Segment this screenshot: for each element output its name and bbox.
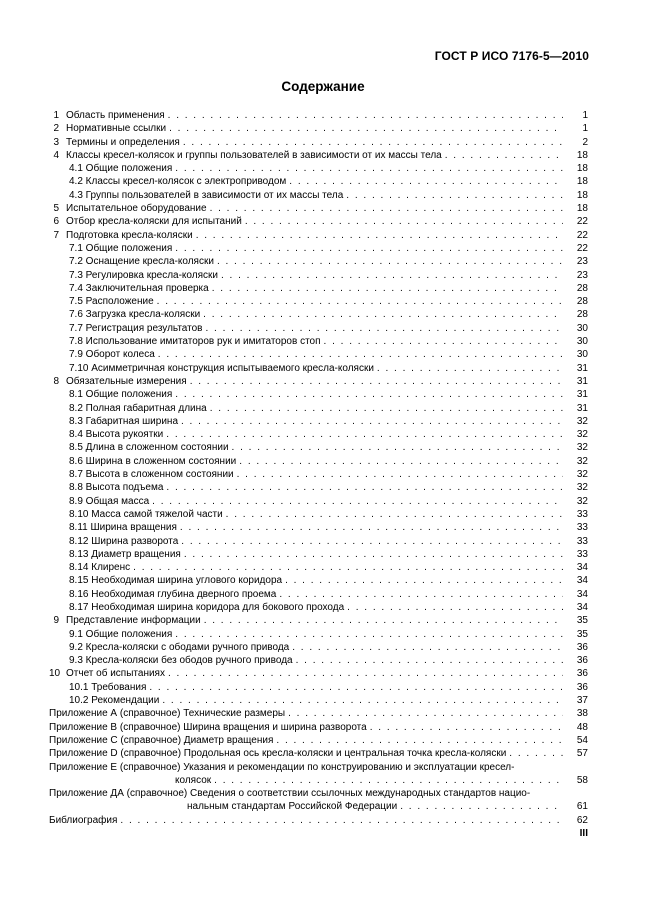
toc-entry-page: 28 bbox=[576, 296, 588, 308]
dot-leader bbox=[206, 322, 564, 335]
toc-entry-title: Отбор кресла-коляски для испытаний bbox=[66, 216, 242, 228]
toc-entry-title: Испытательное оборудование bbox=[66, 203, 207, 215]
dot-leader bbox=[288, 707, 563, 720]
dot-leader bbox=[226, 508, 563, 521]
toc-entry-title: Подготовка кресла-коляски bbox=[66, 229, 193, 241]
toc-entry-title: 10.2 Рекомендации bbox=[69, 695, 160, 707]
toc-entry-page: 31 bbox=[576, 402, 588, 414]
toc-entry[interactable] bbox=[49, 428, 588, 441]
toc-entry-title: 4.2 Классы кресел-колясок с электроприводом bbox=[69, 176, 287, 188]
toc-entry-page: 30 bbox=[576, 336, 588, 348]
toc-entry-title: 7.7 Регистрация результатов bbox=[69, 322, 203, 334]
toc-entry[interactable] bbox=[49, 814, 588, 827]
toc-entry-title: Приложение А (справочное) Технические размеры bbox=[49, 708, 286, 720]
toc-entry[interactable] bbox=[49, 295, 588, 308]
toc-entry-page: 23 bbox=[576, 269, 588, 281]
toc-entry-title: 7.3 Регулировка кресла-коляски bbox=[69, 269, 218, 281]
toc-entry[interactable] bbox=[49, 149, 588, 162]
toc-entry[interactable] bbox=[49, 468, 588, 481]
toc-entry-page: 34 bbox=[576, 562, 588, 574]
toc-entry-title: 8.6 Ширина в сложенном состоянии bbox=[69, 455, 237, 467]
toc-entry[interactable] bbox=[49, 348, 588, 361]
dot-leader bbox=[324, 335, 563, 348]
toc-entry[interactable] bbox=[49, 495, 588, 508]
toc-entry-title: Приложение D (справочное) Продольная ось кресла-коляски и центральная точка кресла-коляски bbox=[49, 748, 507, 760]
toc-entry-page: 34 bbox=[576, 601, 588, 613]
dot-leader bbox=[183, 136, 563, 149]
dot-leader bbox=[166, 428, 563, 441]
dot-leader bbox=[217, 255, 563, 268]
toc-entry-title: 4.1 Общие положения bbox=[69, 163, 173, 175]
toc-entry-title: 7.5 Расположение bbox=[69, 296, 154, 308]
dot-leader bbox=[279, 588, 563, 601]
toc-entry[interactable] bbox=[49, 747, 588, 760]
toc-entry-number: 8 bbox=[53, 375, 59, 387]
dot-leader bbox=[204, 614, 563, 627]
toc-entry[interactable] bbox=[49, 800, 588, 813]
toc-entry[interactable] bbox=[49, 269, 588, 282]
dot-leader bbox=[370, 721, 563, 734]
dot-leader bbox=[120, 814, 563, 827]
toc-entry-page: 36 bbox=[576, 655, 588, 667]
dot-leader bbox=[285, 574, 563, 587]
toc-entry-page: 31 bbox=[576, 362, 588, 374]
dot-leader bbox=[292, 641, 563, 654]
toc-entry[interactable] bbox=[49, 162, 588, 175]
toc-entry[interactable] bbox=[49, 175, 588, 188]
toc-entry-page: 1 bbox=[582, 110, 588, 121]
toc-entry[interactable] bbox=[49, 242, 588, 255]
toc-entry-page: 34 bbox=[576, 575, 588, 587]
toc-entry[interactable] bbox=[49, 282, 588, 295]
toc-entry-page: 28 bbox=[576, 282, 588, 294]
toc-entry-title: 8.10 Масса самой тяжелой части bbox=[69, 508, 223, 520]
toc-entry-title: 8.7 Высота в сложенном состоянии bbox=[69, 469, 234, 481]
toc-entry-title: 7.9 Оборот колеса bbox=[69, 349, 155, 361]
toc-entry-title: Библиография bbox=[49, 814, 118, 826]
toc-entry-page: 18 bbox=[576, 189, 588, 201]
toc-entry-number: 1 bbox=[53, 110, 59, 121]
toc-entry-number: 2 bbox=[53, 123, 59, 135]
dot-leader bbox=[158, 348, 563, 361]
toc-entry-title: 10.1 Требования bbox=[69, 681, 147, 693]
toc-entry-page: 18 bbox=[576, 176, 588, 188]
dot-leader bbox=[162, 694, 563, 707]
dot-leader bbox=[276, 734, 563, 747]
dot-leader bbox=[196, 229, 563, 242]
toc-entry-page: 28 bbox=[576, 309, 588, 321]
page-number: III bbox=[579, 828, 588, 839]
toc-entry-title: Нормативные ссылки bbox=[66, 123, 167, 135]
toc-entry-page: 38 bbox=[576, 708, 588, 720]
toc-entry[interactable] bbox=[49, 521, 588, 534]
toc-entry[interactable] bbox=[49, 122, 588, 135]
toc-entry-title: 9.3 Кресла-коляски без ободов ручного привода bbox=[69, 655, 293, 667]
dot-leader bbox=[347, 601, 563, 614]
toc-entry-page: 18 bbox=[576, 203, 588, 215]
toc-entry[interactable] bbox=[49, 415, 588, 428]
dot-leader bbox=[245, 215, 563, 228]
standard-header: ГОСТ Р ИСО 7176-5—2010 bbox=[434, 49, 589, 63]
dot-leader bbox=[212, 282, 563, 295]
toc-entry[interactable] bbox=[49, 561, 588, 574]
dot-leader bbox=[289, 175, 563, 188]
toc-entry[interactable] bbox=[49, 362, 588, 375]
toc-entry-page: 22 bbox=[576, 242, 588, 254]
toc-entry-title: 8.3 Габаритная ширина bbox=[69, 415, 178, 427]
dot-leader bbox=[168, 667, 563, 680]
toc-entry-title: 8.13 Диаметр вращения bbox=[69, 548, 181, 560]
toc-entry[interactable] bbox=[49, 215, 588, 228]
toc-entry[interactable] bbox=[49, 588, 588, 601]
dot-leader bbox=[175, 628, 563, 641]
dot-leader bbox=[210, 402, 563, 415]
dot-leader bbox=[210, 202, 563, 215]
toc-entry[interactable] bbox=[49, 734, 588, 747]
toc-entry-number: 10 bbox=[49, 668, 61, 680]
dot-leader bbox=[221, 269, 563, 282]
toc-entry-title: 7.2 Оснащение кресла-коляски bbox=[69, 256, 214, 268]
toc-entry[interactable] bbox=[49, 574, 588, 587]
toc-entry[interactable] bbox=[49, 535, 588, 548]
toc-entry[interactable] bbox=[49, 614, 588, 627]
toc-entry-page: 36 bbox=[576, 641, 588, 653]
toc-entry-page: 36 bbox=[576, 681, 588, 693]
dot-leader bbox=[377, 362, 563, 375]
dot-leader bbox=[346, 189, 563, 202]
toc-entry[interactable] bbox=[49, 601, 588, 614]
dot-leader bbox=[190, 375, 563, 388]
toc-entry[interactable] bbox=[49, 335, 588, 348]
toc-entry[interactable] bbox=[49, 628, 588, 641]
dot-leader bbox=[181, 535, 563, 548]
toc-entry-page: 22 bbox=[576, 229, 588, 241]
toc-entry[interactable] bbox=[49, 694, 588, 707]
toc-entry-title: 8.11 Ширина вращения bbox=[69, 522, 177, 534]
page-title: Содержание bbox=[281, 79, 365, 94]
toc-entry-page: 34 bbox=[576, 588, 588, 600]
toc-entry-title: Приложение С (справочное) Диаметр вращения bbox=[49, 734, 274, 746]
dot-leader bbox=[149, 681, 563, 694]
toc-entry-title: 7.4 Заключительная проверка bbox=[69, 282, 209, 294]
toc-entry-page: 54 bbox=[576, 734, 588, 746]
dot-leader bbox=[180, 521, 563, 534]
toc-entry-title: 8.16 Необходимая глубина дверного проема bbox=[69, 588, 277, 600]
toc-entry[interactable] bbox=[49, 255, 588, 268]
dot-leader bbox=[214, 774, 563, 787]
toc-entry-title: 7.8 Использование имитаторов рук и имитаторов стоп bbox=[69, 336, 321, 348]
toc-entry-page: 35 bbox=[576, 628, 588, 640]
toc-entry-title: Представление информации bbox=[66, 615, 201, 627]
toc-entry[interactable] bbox=[49, 787, 588, 800]
toc-entry-page: 33 bbox=[576, 548, 588, 560]
toc-entry[interactable] bbox=[49, 189, 588, 202]
toc-entry[interactable] bbox=[49, 229, 588, 242]
dot-leader bbox=[175, 388, 563, 401]
dot-leader bbox=[239, 455, 563, 468]
toc-entry-page: 32 bbox=[576, 469, 588, 481]
dot-leader bbox=[237, 468, 563, 481]
toc-entry-page: 32 bbox=[576, 415, 588, 427]
toc-entry-page: 62 bbox=[576, 814, 588, 826]
toc-entry[interactable] bbox=[49, 667, 588, 680]
toc-entry-page: 18 bbox=[576, 149, 588, 161]
toc-entry[interactable] bbox=[49, 441, 588, 454]
toc-entry[interactable] bbox=[49, 322, 588, 335]
toc-entry-page: 32 bbox=[576, 482, 588, 494]
toc-entry-title: 8.5 Длина в сложенном состоянии bbox=[69, 442, 229, 454]
toc-entry[interactable] bbox=[49, 548, 588, 561]
toc-entry-page: 32 bbox=[576, 455, 588, 467]
toc-entry-page: 32 bbox=[576, 442, 588, 454]
table-of-contents bbox=[49, 109, 588, 827]
toc-entry-number: 9 bbox=[53, 615, 59, 627]
toc-entry-title: 7.6 Загрузка кресла-коляски bbox=[69, 309, 201, 321]
dot-leader bbox=[152, 495, 563, 508]
toc-entry-title: Термины и определения bbox=[66, 136, 180, 148]
toc-entry[interactable] bbox=[49, 641, 588, 654]
toc-entry-page: 22 bbox=[576, 216, 588, 228]
toc-entry-number: 4 bbox=[53, 149, 59, 161]
toc-entry-page: 61 bbox=[576, 801, 588, 813]
toc-entry-page: 23 bbox=[576, 256, 588, 268]
toc-entry-title: 8.15 Необходимая ширина углового коридора bbox=[69, 575, 283, 587]
toc-entry-page: 32 bbox=[576, 429, 588, 441]
toc-entry-page: 33 bbox=[576, 535, 588, 547]
toc-entry-title: 9.1 Общие положения bbox=[69, 628, 173, 640]
toc-entry[interactable] bbox=[49, 721, 588, 734]
toc-entry[interactable] bbox=[49, 707, 588, 720]
dot-leader bbox=[175, 242, 563, 255]
toc-entry-page: 32 bbox=[576, 495, 588, 507]
toc-entry-page: 35 bbox=[576, 615, 588, 627]
toc-entry-title: Обязательные измерения bbox=[66, 375, 187, 387]
toc-entry-page: 1 bbox=[582, 123, 588, 135]
dot-leader bbox=[175, 162, 563, 175]
toc-entry-number: 5 bbox=[53, 203, 59, 215]
toc-entry[interactable] bbox=[49, 202, 588, 215]
toc-entry-page: 18 bbox=[576, 163, 588, 175]
dot-leader bbox=[166, 481, 563, 494]
toc-entry-title: 9.2 Кресла-коляски с ободами ручного привода bbox=[69, 641, 290, 653]
toc-entry[interactable] bbox=[49, 774, 588, 787]
dot-leader bbox=[232, 441, 563, 454]
toc-entry-title: Отчет об испытаниях bbox=[66, 668, 165, 680]
dot-leader bbox=[181, 415, 563, 428]
dot-leader bbox=[400, 800, 563, 813]
toc-entry[interactable] bbox=[49, 455, 588, 468]
toc-entry-page: 33 bbox=[576, 522, 588, 534]
toc-entry[interactable] bbox=[49, 402, 588, 415]
dot-leader bbox=[157, 295, 563, 308]
toc-entry-page: 2 bbox=[582, 136, 588, 148]
toc-entry[interactable] bbox=[49, 761, 588, 774]
toc-entry-title: 4.3 Группы пользователей в зависимости от их массы тела bbox=[69, 189, 344, 201]
toc-entry[interactable] bbox=[49, 654, 588, 667]
dot-leader bbox=[296, 654, 563, 667]
dot-leader bbox=[168, 109, 563, 122]
dot-leader bbox=[133, 561, 563, 574]
toc-entry-page: 37 bbox=[576, 695, 588, 707]
toc-entry-page: 48 bbox=[576, 721, 588, 733]
dot-leader bbox=[184, 548, 563, 561]
toc-entry-title: 8.9 Общая масса bbox=[69, 495, 150, 507]
toc-entry-title: 8.8 Высота подъема bbox=[69, 482, 164, 494]
toc-entry[interactable] bbox=[49, 375, 588, 388]
toc-entry-number: 3 bbox=[53, 136, 59, 148]
dot-leader bbox=[203, 308, 563, 321]
toc-entry-title: 8.12 Ширина разворота bbox=[69, 535, 179, 547]
toc-entry[interactable] bbox=[49, 388, 588, 401]
toc-entry-title: Приложение ДА (справочное) Сведения о соответствии ссылочных международных стандартов нацио- bbox=[49, 788, 531, 800]
dot-leader bbox=[509, 747, 563, 760]
toc-entry-title: 8.1 Общие положения bbox=[69, 389, 173, 401]
toc-entry-page: 30 bbox=[576, 322, 588, 334]
toc-entry-title: 8.2 Полная габаритная длина bbox=[69, 402, 207, 414]
toc-entry-title: Область применения bbox=[66, 110, 165, 121]
toc-entry-title: 8.17 Необходимая ширина коридора для бокового прохода bbox=[69, 601, 345, 613]
toc-entry[interactable] bbox=[49, 508, 588, 521]
toc-entry-page: 31 bbox=[576, 389, 588, 401]
toc-entry[interactable] bbox=[49, 481, 588, 494]
toc-entry-title: Классы кресел-колясок и группы пользователей в зависимости от их массы тела bbox=[66, 149, 442, 161]
toc-entry-page: 58 bbox=[576, 774, 588, 786]
toc-entry-title: Приложение Е (справочное) Указания и рекомендации по конструированию и эксплуатации кресел- bbox=[49, 761, 515, 773]
toc-entry-page: 31 bbox=[576, 375, 588, 387]
toc-entry-title: 8.14 Клиренс bbox=[69, 562, 131, 574]
toc-entry[interactable] bbox=[49, 681, 588, 694]
toc-entry-title: 7.1 Общие положения bbox=[69, 242, 173, 254]
toc-entry-page: 33 bbox=[576, 508, 588, 520]
toc-entry-title: нальным стандартам Российской Федерации bbox=[187, 801, 398, 813]
dot-leader bbox=[169, 122, 563, 135]
toc-entry-page: 36 bbox=[576, 668, 588, 680]
dot-leader bbox=[445, 149, 563, 162]
toc-entry[interactable] bbox=[49, 308, 588, 321]
toc-entry-title: 7.10 Асимметричная конструкция испытываемого кресла-коляски bbox=[69, 362, 374, 374]
toc-entry-page: 30 bbox=[576, 349, 588, 361]
toc-entry-title: колясок bbox=[175, 774, 212, 786]
toc-entry[interactable] bbox=[49, 136, 588, 149]
toc-entry-page: 57 bbox=[576, 748, 588, 760]
toc-entry[interactable] bbox=[49, 109, 588, 122]
toc-entry-title: Приложение В (справочное) Ширина вращения и ширина разворота bbox=[49, 721, 367, 733]
toc-entry-title: 8.4 Высота рукоятки bbox=[69, 429, 164, 441]
toc-entry-number: 7 bbox=[53, 229, 59, 241]
toc-entry-number: 6 bbox=[53, 216, 59, 228]
